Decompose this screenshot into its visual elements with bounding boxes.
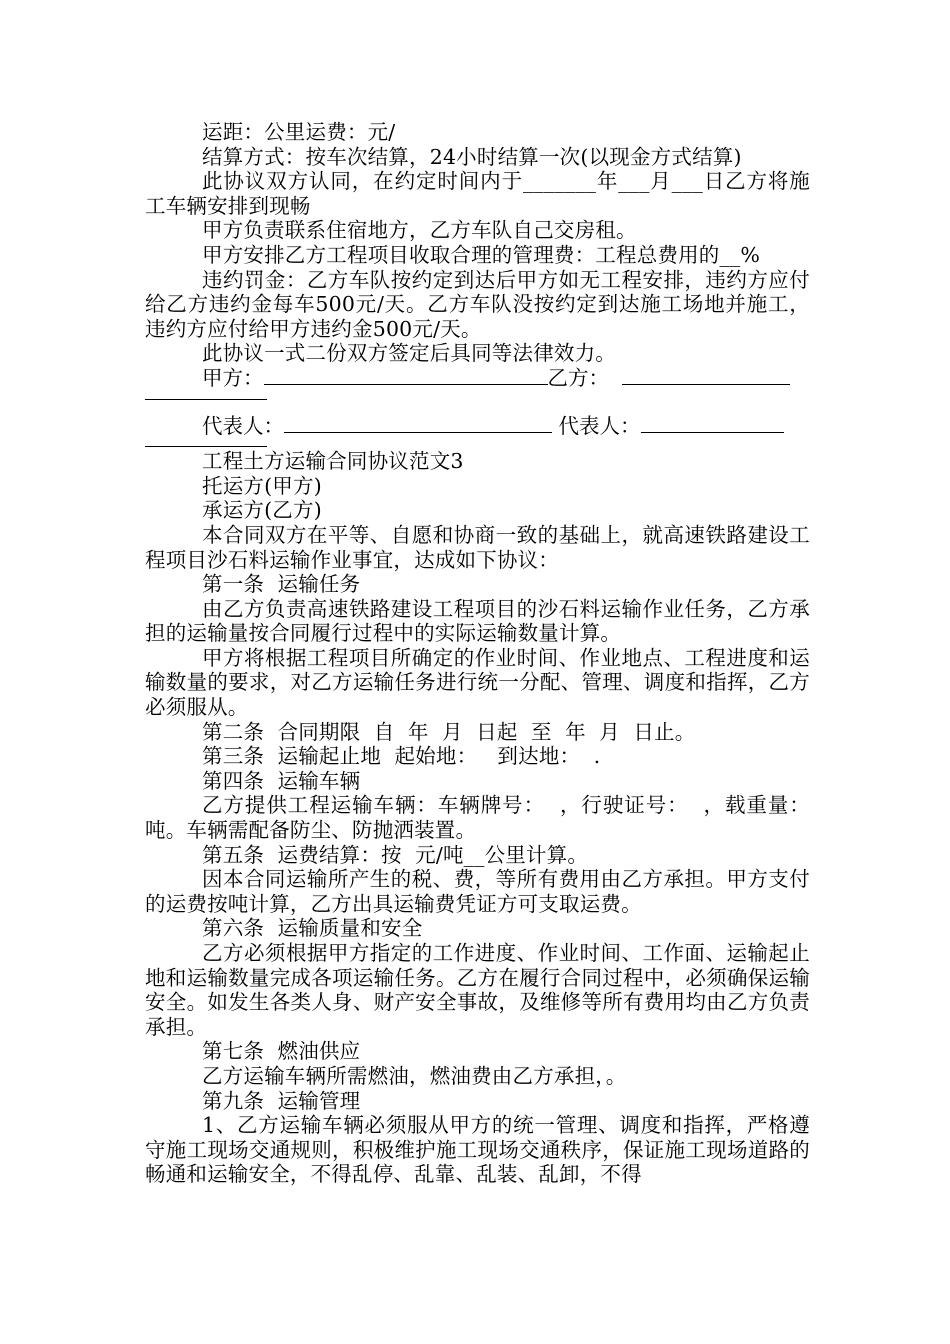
representative-continuation-line (145, 438, 267, 447)
signature-line-representatives (145, 414, 810, 439)
article-1-paragraph-2: 甲方将根据工程项目所确定的作业时间、作业地点、工程进度和运输数量的要求，对乙方运输任务进行统一分配、管理、调度和指挥，乙方必须服从。 (145, 645, 810, 720)
spacer (145, 402, 810, 414)
article-4-paragraph: 乙方提供工程运输车辆：车辆牌号： ，行驶证号： ，载重量： 吨。车辆需配备防尘、防抛洒装置。 (145, 793, 824, 843)
section-heading: 工程土方运输合同协议范文3 (202, 449, 464, 474)
representative-b-label: 代表人： (558, 413, 641, 438)
signature-line-parties (145, 366, 810, 391)
intro-paragraph: 本合同双方在平等、自愿和协商一致的基础上，就高速铁路建设工程项目沙石料运输作业事宜，达成如下协议： (145, 522, 810, 572)
representative-a-label: 代表人： (202, 413, 284, 438)
article-4-title: 第四条 运输车辆 (202, 768, 361, 793)
management-fee-paragraph: 甲方安排乙方工程项目收取合理的管理费：工程总费用的__% (202, 242, 761, 267)
article-1-paragraph-1: 由乙方负责高速铁路建设工程项目的沙石料运输作业任务，乙方承担的运输量按合同履行过程中的实际运输数量计算。 (145, 596, 810, 646)
article-2: 第二条 合同期限 自 年 月 日起 至 年 月 日止。 (202, 719, 696, 744)
representative-b-blank (641, 414, 784, 433)
article-6-title: 第六条 运输质量和安全 (202, 916, 423, 941)
lodging-paragraph: 甲方负责联系住宿地方，乙方车队自己交房租。 (202, 218, 637, 243)
article-7-paragraph: 乙方运输车辆所需燃油，燃油费由乙方承担，。 (202, 1063, 627, 1088)
article-9-paragraph: 1、乙方运输车辆必须服从甲方的统一管理、调度和指挥，严格遵守施工现场交通规则，积极维护施工现场交通秩序，保证施工现场道路的畅通和运输安全，不得乱停、乱靠、乱装、乱卸，不得 (145, 1113, 810, 1187)
signature-continuation-line (145, 391, 267, 400)
article-6-paragraph: 乙方必须根据甲方指定的工作进度、作业时间、工作面、运输起止地和运输数量完成各项运输任务。乙方在履行合同过程中，必须确保运输安全。如发生各类人身、财产安全事故，及维修等所有费用均由乙方负责承担。 (145, 941, 810, 1039)
article-5-paragraph: 因本合同运输所产生的税、费，等所有费用由乙方承担。甲方支付的运费按吨计算，乙方出具运输费凭证方可支取运费。 (145, 867, 810, 916)
party-a-signature-blank (264, 366, 548, 385)
representative-a-blank (284, 414, 552, 433)
article-1-title: 第一条 运输任务 (202, 572, 361, 597)
arrival-time-paragraph: 此协议双方认同，在约定时间内于_______年___月___日乙方将施工车辆安排到现畅 (145, 169, 810, 218)
article-7-title: 第七条 燃油供应 (202, 1039, 361, 1064)
copies-paragraph: 此协议一式二份双方签定后具同等法律效力。 (202, 341, 616, 366)
party-b-signature-blank (622, 366, 790, 385)
carrier-line: 承运方(乙方) (202, 498, 322, 523)
penalty-paragraph: 违约罚金：乙方车队按约定到达后甲方如无工程安排，违约方应付给乙方违约金每车500元/天。乙方车队没按约定到达施工场地并施工，违约方应付给甲方违约金500元/天。 (145, 267, 810, 341)
freight-distance-line: 运距：公里运费：元/ (202, 120, 396, 144)
document-body (145, 120, 824, 1187)
party-a-label: 甲方： (202, 365, 264, 390)
article-3: 第三条 运输起止地 起始地： 到达地： . (202, 744, 601, 769)
settlement-method-line: 结算方式：按车次结算，24小时结算一次(以现金方式结算) (202, 144, 742, 169)
consignor-line: 托运方(甲方) (202, 473, 322, 498)
party-b-label: 乙方： (547, 365, 609, 390)
article-9-title: 第九条 运输管理 (202, 1088, 361, 1113)
article-5-title: 第五条 运费结算：按 元/吨__公里计算。 (202, 842, 589, 867)
